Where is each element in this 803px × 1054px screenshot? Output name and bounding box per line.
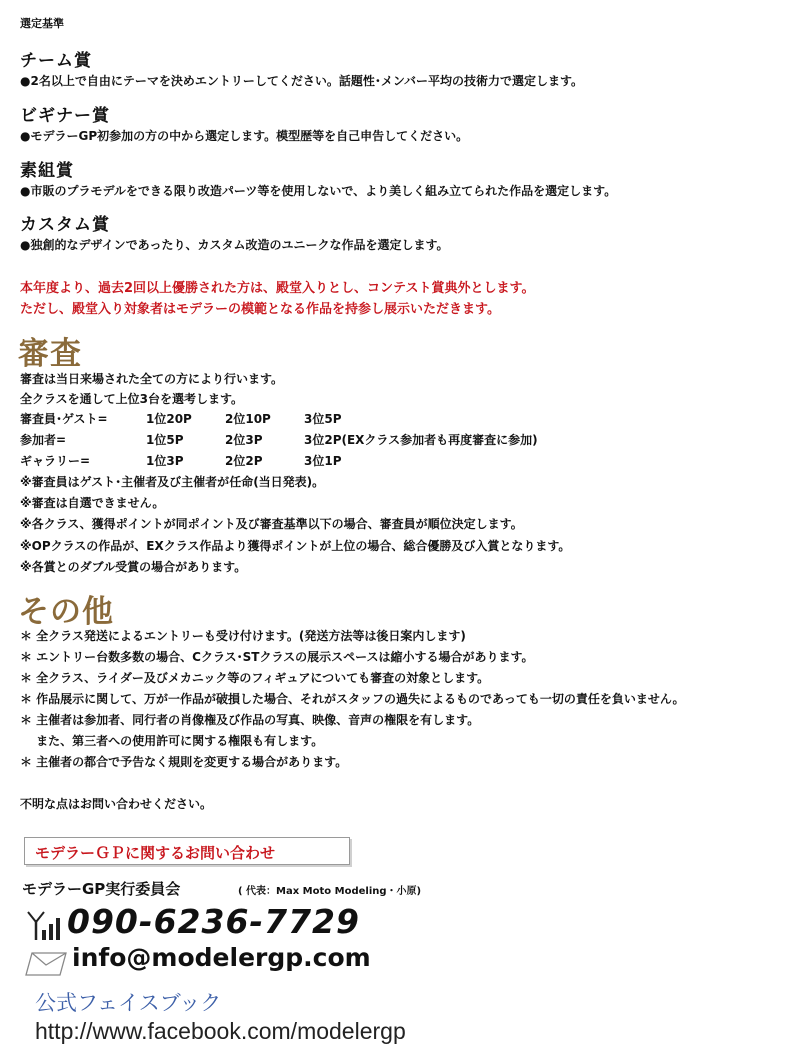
points-third: 3位1P: [304, 454, 342, 468]
judging-title: 審査: [18, 336, 82, 372]
points-first: 1位3P: [146, 454, 184, 468]
points-third: 3位5P: [304, 412, 342, 426]
points-who: ギャラリー=: [20, 454, 91, 468]
award-title-custom: カスタム賞: [20, 215, 110, 235]
other-item: ＊ 作品展示に関して、万が一作品が破損した場合、それがスタッフの過失によるものであっても一切の責任を負いません。: [20, 692, 685, 706]
criteria-heading: 選定基準: [20, 17, 64, 30]
award-title-straight-build: 素組賞: [20, 161, 74, 181]
judging-intro-2: 全クラスを通して上位3台を選考します。: [20, 392, 244, 406]
envelope-icon: [24, 951, 68, 981]
award-desc-straight-build: ●市販のプラモデルをできる限り改造パーツ等を使用しないで、より美しく組み立てられた作品を選定します。: [20, 184, 617, 198]
judging-note: ※OPクラスの作品が、EXクラス作品より獲得ポイントが上位の場合、総合優勝及び入賞となります。: [20, 539, 571, 553]
points-second: 2位2P: [225, 454, 263, 468]
hall-of-fame-notice-2: ただし、殿堂入り対象者はモデラーの模範となる作品を持参し展示いただきます。: [20, 302, 500, 317]
award-title-beginner: ビギナー賞: [20, 106, 110, 126]
closing-note: 不明な点はお問い合わせください。: [20, 797, 213, 811]
points-first: 1位5P: [146, 433, 184, 447]
points-third: 3位2P(EXクラス参加者も再度審査に参加): [304, 433, 538, 447]
award-desc-team: ●2名以上で自由にテーマを決めエントリーしてください。話題性･メンバー平均の技術力で選定します。: [20, 74, 584, 88]
award-desc-custom: ●独創的なデザインであったり、カスタム改造のユニークな作品を選定します。: [20, 238, 449, 252]
judging-note: ※審査は自選できません。: [20, 496, 165, 510]
other-item: ＊ 主催者は参加者、同行者の肖像権及び作品の写真、映像、音声の権限を有します。: [20, 713, 480, 727]
contact-inquiry-label: モデラーＧＰに関するお問い合わせ: [35, 844, 276, 862]
email-link[interactable]: info@modelergp.com: [72, 943, 371, 972]
other-item: ＊ 全クラス発送によるエントリーも受け付けます。(発送方法等は後日案内します): [20, 629, 466, 643]
judging-intro-1: 審査は当日来場された全ての方により行います。: [20, 372, 284, 386]
facebook-title: 公式フェイスブック: [35, 992, 222, 1015]
award-desc-beginner: ●モデラーGP初参加の方の中から選定します。模型歴等を自己申告してください。: [20, 129, 469, 143]
judging-note: ※各クラス、獲得ポイントが同ポイント及び審査基準以下の場合、審査員が順位決定します。: [20, 517, 523, 531]
representative: ( 代表：Max Moto Modeling・小原): [238, 886, 422, 897]
points-second: 2位10P: [225, 412, 271, 426]
other-item: ＊ エントリー台数多数の場合、Cクラス･STクラスの展示スペースは縮小する場合があります。: [20, 650, 534, 664]
points-who: 審査員･ゲスト=: [20, 412, 108, 426]
points-second: 2位3P: [225, 433, 263, 447]
phone-number[interactable]: 090-6236-7729: [67, 902, 360, 941]
points-who: 参加者=: [20, 433, 67, 447]
contact-inquiry-box: [24, 837, 350, 865]
award-title-team: チーム賞: [20, 51, 92, 71]
other-item: また、第三者への使用許可に関する権限も有します。: [20, 734, 324, 748]
other-title: その他: [18, 594, 114, 630]
points-first: 1位20P: [146, 412, 192, 426]
judging-note: ※各賞とのダブル受賞の場合があります。: [20, 560, 247, 574]
committee-name: モデラーGP実行委員会: [22, 880, 181, 898]
judging-note: ※審査員はゲスト･主催者及び主催者が任命(当日発表)。: [20, 475, 325, 489]
facebook-link[interactable]: http://www.facebook.com/modelergp: [35, 1018, 406, 1044]
phone-signal-icon: [26, 910, 64, 946]
other-item: ＊ 主催者の都合で予告なく規則を変更する場合があります。: [20, 755, 348, 769]
other-item: ＊ 全クラス、ライダー及びメカニック等のフィギュアについても審査の対象とします。: [20, 671, 490, 685]
hall-of-fame-notice-1: 本年度より、過去2回以上優勝された方は、殿堂入りとし、コンテスト賞典外とします。: [20, 281, 535, 296]
